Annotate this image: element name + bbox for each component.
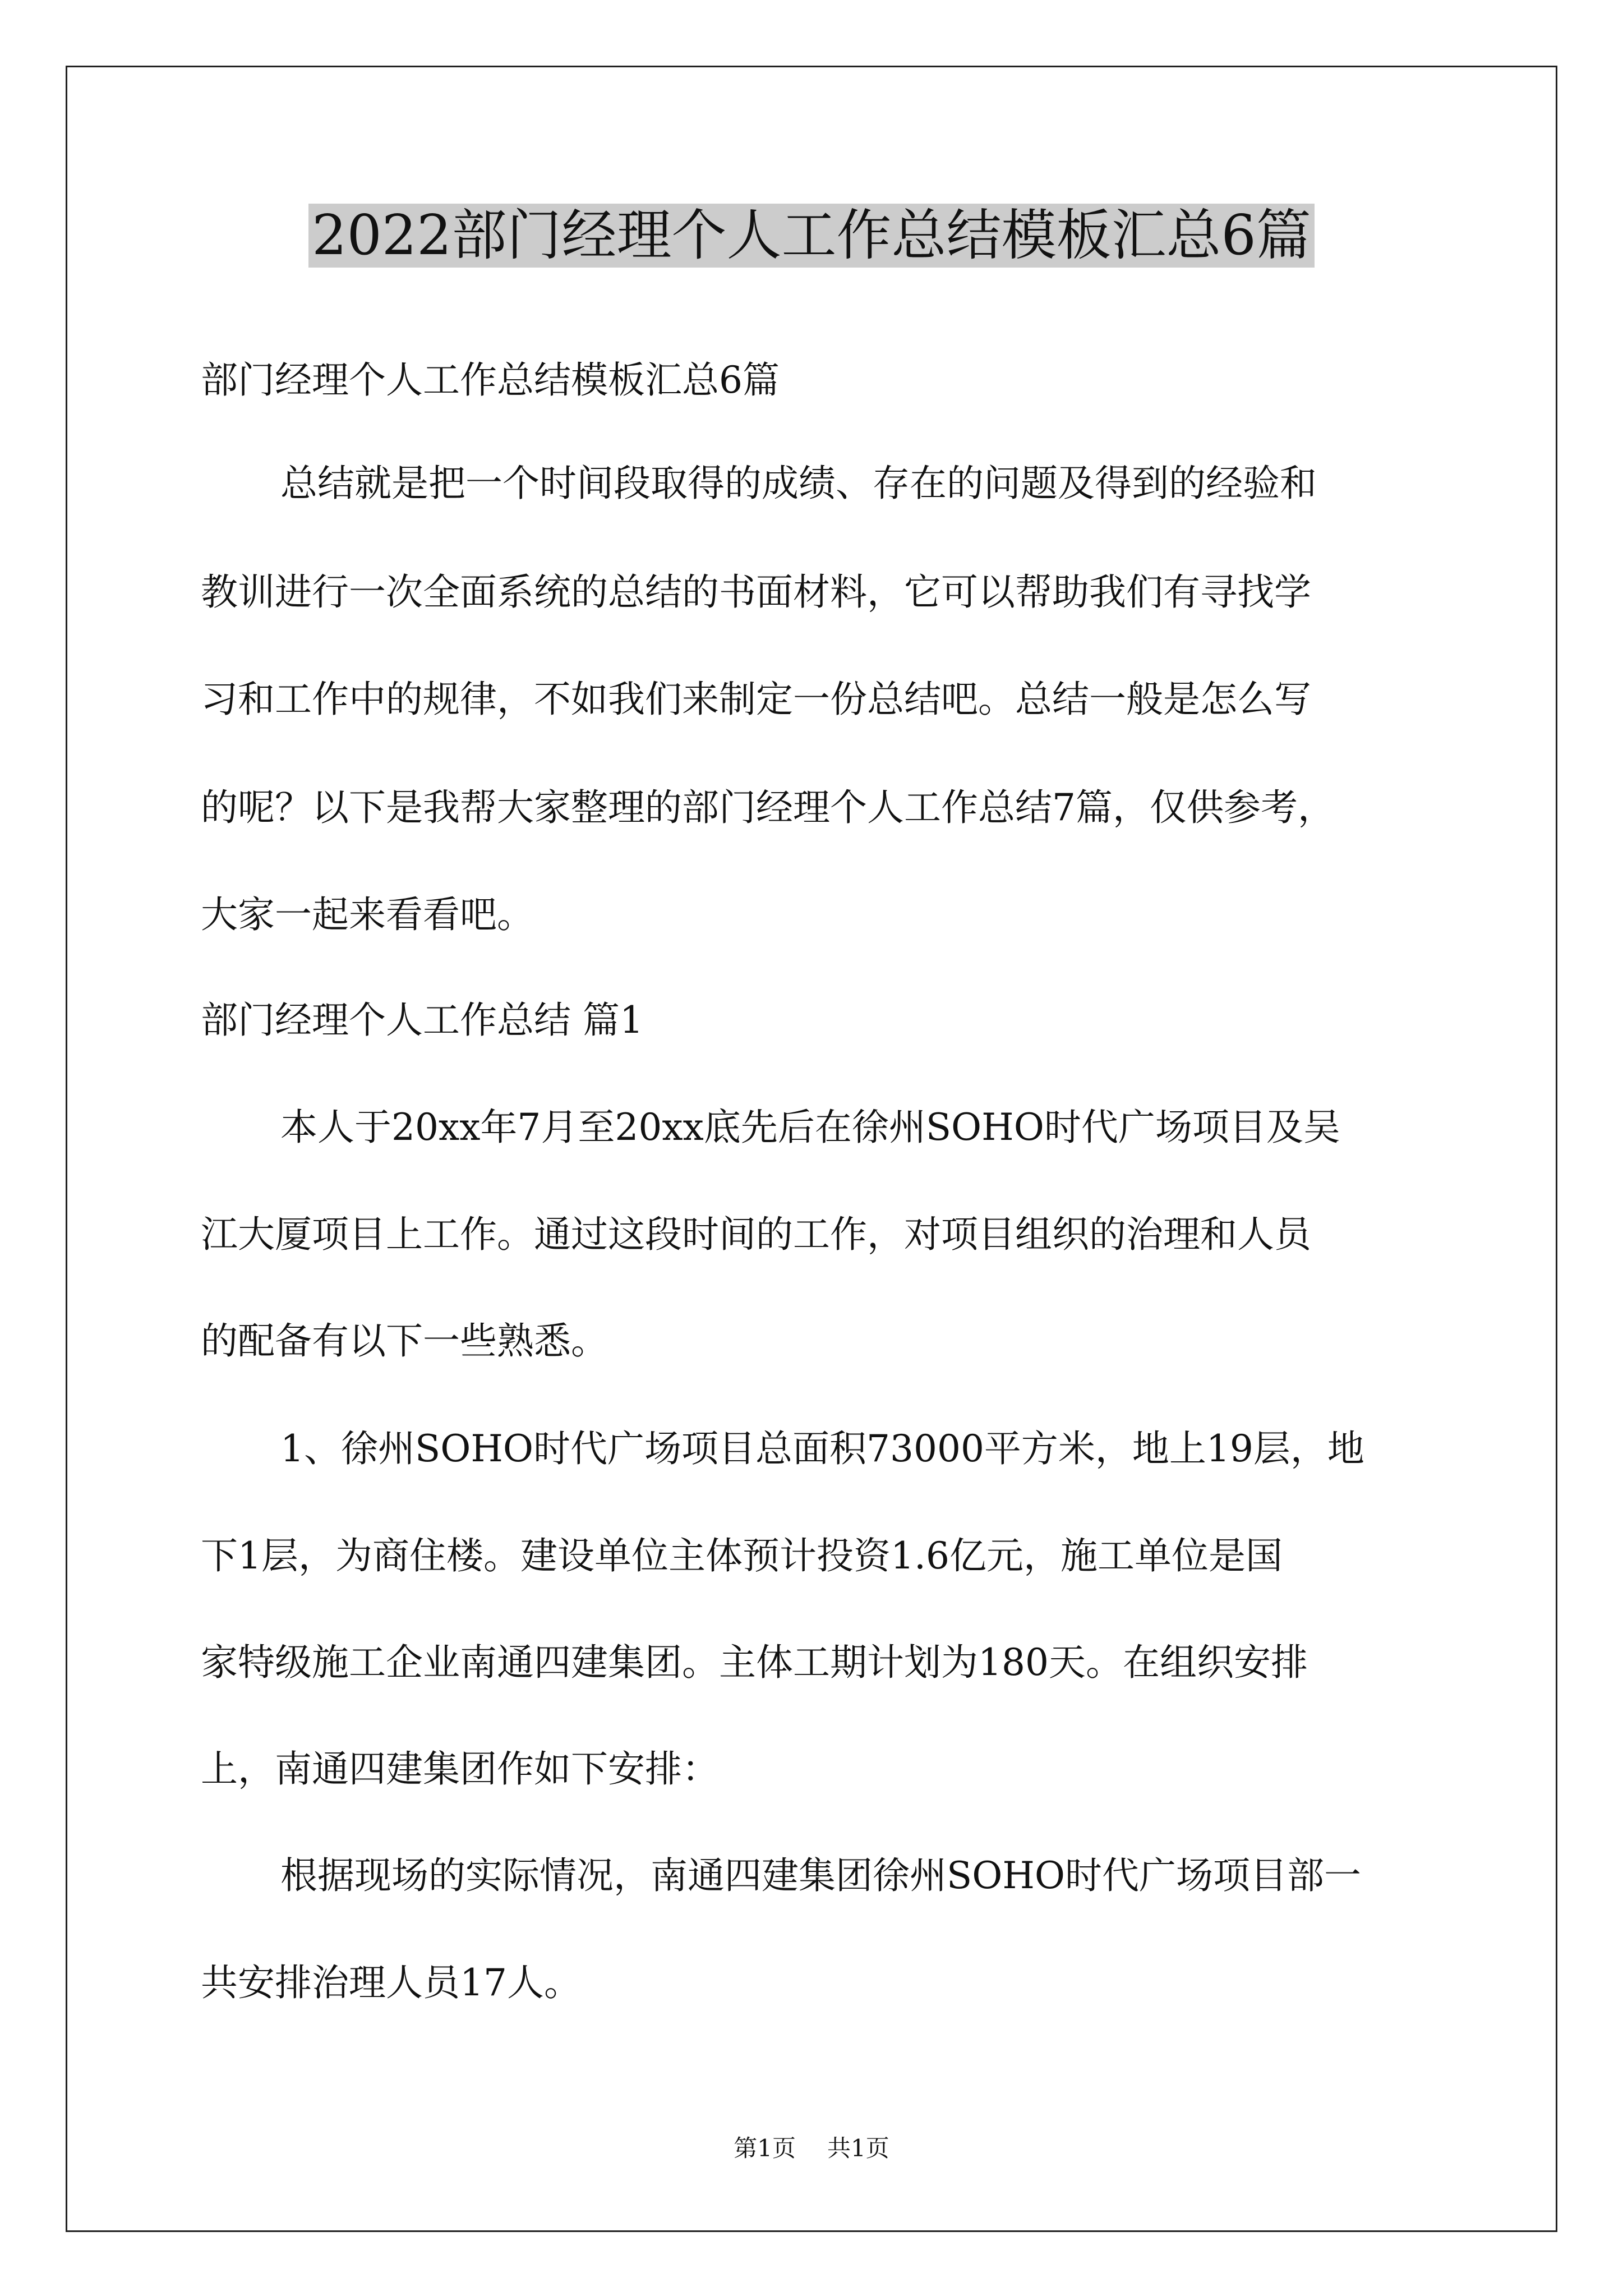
para1-line-2: 江大厦项目上工作。通过这段时间的工作，对项目组织的治理和人员 (201, 1213, 1311, 1256)
para2-line-3: 家特级施工企业南通四建集团。主体工期计划为180天。在组织安排 (201, 1641, 1308, 1684)
para2-line-4: 上，南通四建集团作如下安排： (201, 1747, 719, 1791)
intro-line-3: 习和工作中的规律，不如我们来制定一份总结吧。总结一般是怎么写 (201, 678, 1311, 721)
page-number-current: 第1页 (734, 2134, 796, 2162)
page-footer (0, 2132, 1623, 2165)
para2-line-2: 下1层，为商住楼。建设单位主体预计投资1.6亿元，施工单位是国 (201, 1534, 1283, 1577)
section-heading: 部门经理个人工作总结 篇1 (201, 999, 643, 1042)
para1-line-3: 的配备有以下一些熟悉。 (201, 1319, 608, 1363)
intro-line-4: 的呢？以下是我帮大家整理的部门经理个人工作总结7篇，仅供参考， (201, 786, 1335, 829)
para3-line-2: 共安排治理人员17人。 (201, 1961, 581, 2004)
intro-line-5: 大家一起来看看吧。 (201, 893, 534, 936)
document-title-text: 2022部门经理个人工作总结模板汇总6篇 (308, 204, 1315, 268)
para3-line-1: 根据现场的实际情况，南通四建集团徐州SOHO时代广场项目部一 (280, 1854, 1361, 1897)
document-title (0, 199, 1623, 272)
document-subtitle: 部门经理个人工作总结模板汇总6篇 (201, 358, 780, 402)
para1-line-1: 本人于20xx年7月至20xx底先后在徐州SOHO时代广场项目及吴 (280, 1106, 1340, 1149)
intro-line-2: 教训进行一次全面系统的总结的书面材料，它可以帮助我们有寻找学 (201, 570, 1311, 614)
para2-line-1: 1、徐州SOHO时代广场项目总面积73000平方米，地上19层，地 (280, 1427, 1364, 1470)
page-number-total: 共1页 (827, 2134, 889, 2162)
intro-line-1: 总结就是把一个时间段取得的成绩、存在的问题及得到的经验和 (280, 462, 1317, 505)
